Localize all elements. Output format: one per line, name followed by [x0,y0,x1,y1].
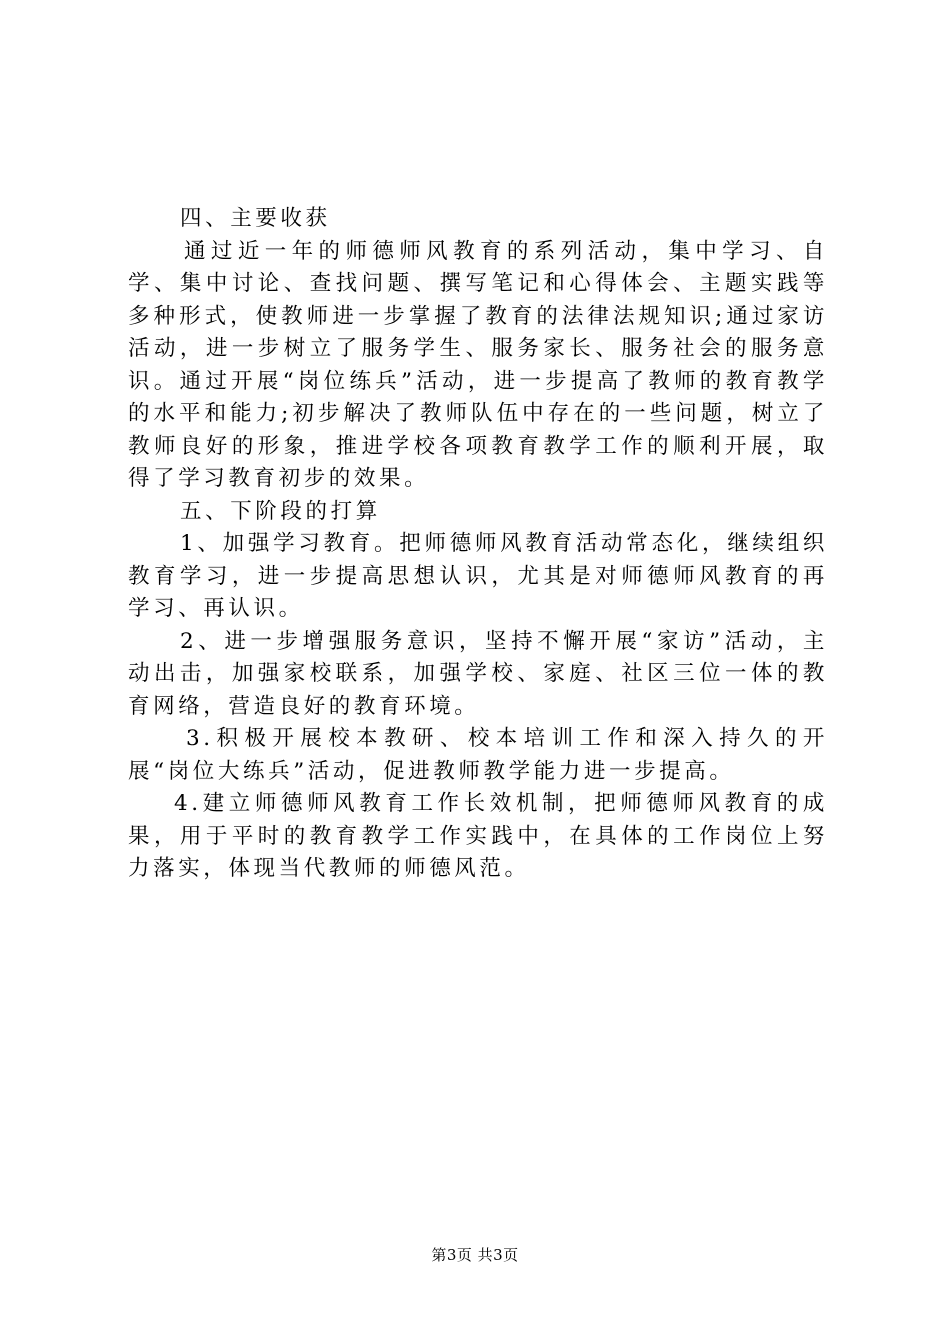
document-body [128,203,828,886]
plan-item-1: 1、加强学习教育。把师德师风教育活动常态化，继续组织教育学习，进一步提高思想认识，尤其是对师德师风教育的再学习、再认识。 [128,531,828,621]
section-heading-main-gains: 四、主要收获 [180,206,331,231]
section-heading-next-plan: 五、下阶段的打算 [180,498,381,524]
plan-item-4: 4.建立师德师风教育工作长效机制，把师德师风教育的成果，用于平时的教育教学工作实践中，在具体的工作岗位上努力落实，体现当代教师的师德风范。 [128,791,828,881]
plan-item-3: 3.积极开展校本教研、校本培训工作和深入持久的开展“岗位大练兵”活动，促进教师教学能力进一步提高。 [128,726,828,784]
plan-item-2: 2、进一步增强服务意识，坚持不懈开展“家访”活动，主动出击，加强家校联系，加强学校、家庭、社区三位一体的教育网络，营造良好的教育环境。 [128,628,828,719]
page-footer: 第3页 共3页 [431,1246,519,1264]
paragraph-main-gains: 通过近一年的师德师风教育的系列活动，集中学习、自学、集中讨论、查找问题、撰写笔记和心得体会、主题实践等多种形式，使教师进一步掌握了教育的法律法规知识;通过家访活动，进一步树立了服务学生、服务家长、服务社会的服务意识。通过开展“岗位练兵”活动，进一步提高了教师的教育教学的水平和能力;初步解决了教师队伍中存在的一些问题，树立了教师良好的形象，推进学校各项教育教学工作的顺利开展，取得了学习教育初步的效果。 [128,238,828,491]
